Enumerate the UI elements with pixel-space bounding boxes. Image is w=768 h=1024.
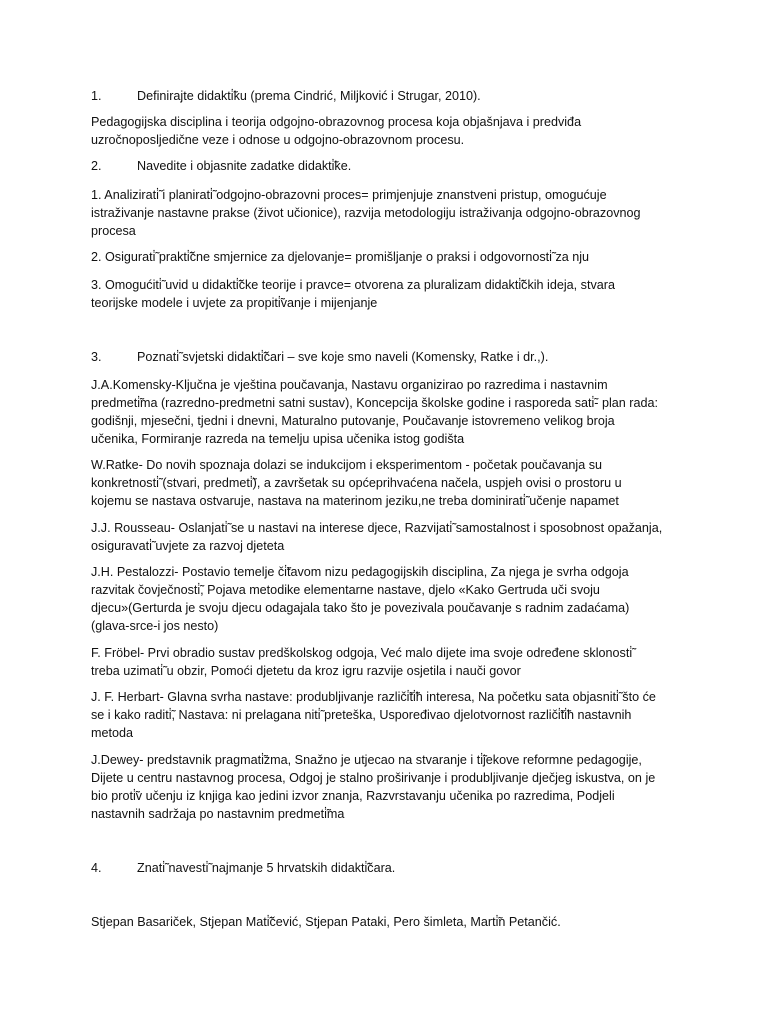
question-1-heading: Definirajte didakti̇̃ku (prema Cindrić, Miljković i Strugar, 2010). — [137, 89, 481, 103]
task-3-paragraph: 3. Omogućiti̇̃ uvid u didakti̇̃čke teorije i pravce= otvorena za pluralizam didakti̇̃čkih ideja, stvara teorijske modele i uvjete za propiti̇̃vanje i mijenjanje — [91, 278, 615, 310]
pestalozzi-paragraph: J.H. Pestalozzi- Postavio temelje či̇̃tavom nizu pedagogijskih disciplina, Za njega je svrha odgoja razvitak čovječnosti̇̃, Pojava metodike elementarne nastave, djelo «Kako Gertruda uči svoju djecu»(Gerturda je svoju djecu odagajala tako što je povezivala poučavanje s radnim zadaćama) (glava-srce-i jos nesto) — [91, 565, 630, 633]
answer-1-paragraph: Pedagogijska disciplina i teorija odgojno-obrazovnog procesa koja objašnjava i predviđa uzročnoposljedične veze i odnose u odgojno-obrazovnom procesu. — [91, 115, 582, 147]
task-2-paragraph: 2. Osigurati̇̃ prakti̇̃čne smjernice za djelovanje= promišljanje o praksi i odgovornosti̇̃ za nju — [91, 250, 590, 264]
question-2-number: 2. — [91, 159, 102, 173]
question-2-heading: Navedite i objasnite zadatke didakti̇̃ke. — [137, 159, 352, 173]
question-4-heading: Znati̇̃ navesti̇̃ najmanje 5 hrvatskih didakti̇̃čara. — [137, 861, 396, 875]
dewey-paragraph: J.Dewey- predstavnik pragmati̇̃zma, Snažno je utjecao na stvaranje i ti̇̃jekove reformne pedagogije, Dijete u centru nastavnog procesa, Odgoj je stalno proširivanje i produbljivanje dječjeg iskustva, on je bio proti̇̃v učenju iz knjiga kao jedini izvor znanja, Razvrstavanju učenika po razredima, Podjeli nastavnih sadržaja po nastavnim predmeti̇̃ma — [91, 753, 656, 821]
rousseau-paragraph: J.J. Rousseau- Oslanjati̇̃ se u nastavi na interese djece, Razvijati̇̃ samostalnost i sposobnost opažanja, osiguravati̇̃ uvjete za razvoj djeteta — [91, 521, 663, 553]
question-4-number: 4. — [91, 861, 102, 875]
komensky-paragraph: J.A.Komensky-Ključna je vještina poučavanja, Nastavu organizirao po razredima i nastavnim predmeti̇̃ma (razredno-predmetni satni sustav), Koncepcija školske godine i rasporeda sati̇̃- plan rada: godišnji, mjesečni, tjedni i dnevni, Maturalno putovanje, Poučavanje istovremeno velikog broja učenika, Formiranje razreda na temelju upisa učenika istog godišta — [91, 378, 659, 446]
frobel-paragraph: F. Fröbel- Prvi obradio sustav predškolskog odgoja, Već malo dijete ima svoje određene sklonosti̇̃ treba uzimati̇̃ u obzir, Pomoći djetetu da kroz igru razvije osjetila i nauči govor — [91, 646, 633, 678]
question-3-heading: Poznati̇̃ svjetski didakti̇̃čari – sve koje smo naveli (Komensky, Ratke i dr.,). — [137, 350, 549, 364]
question-3-number: 3. — [91, 350, 102, 364]
croatian-didacticians-paragraph: Stjepan Basariček, Stjepan Mati̇̃čević, Stjepan Pataki, Pero šimleta, Marti̇̃n Petančić. — [91, 915, 561, 929]
ratke-paragraph: W.Ratke- Do novih spoznaja dolazi se indukcijom i eksperimentom - početak poučavanja su konkretnosti̇̃ (stvari, predmeti̇̃), a završetak su općeprihvaćena načela, uspjeh ovisi o prostoru u kojemu se nastava ostvaruje, nastava na materinom jeziku,ne treba dominirati̇̃ učenje napamet — [91, 458, 622, 508]
task-1-paragraph: 1. Analizirati̇̃ i planirati̇̃ odgojno-obrazovni proces= primjenjuje znanstveni pristup, omogućuje istraživanje nastavne prakse (život učionice), razvija metodologiju istraživanja odgojno-obrazovnog procesa — [91, 188, 641, 238]
herbart-paragraph: J. F. Herbart- Glavna svrha nastave: produbljivanje različi̇̃ti̇̃h interesa, Na početku sata objasniti̇̃ što će se i kako raditi̇̃, Nastava: ni prelagana niti̇̃ preteška, Uspoređivao djelotvornost različi̇̃ti̇̃h nastavnih metoda — [91, 690, 656, 740]
question-1-number: 1. — [91, 89, 102, 103]
